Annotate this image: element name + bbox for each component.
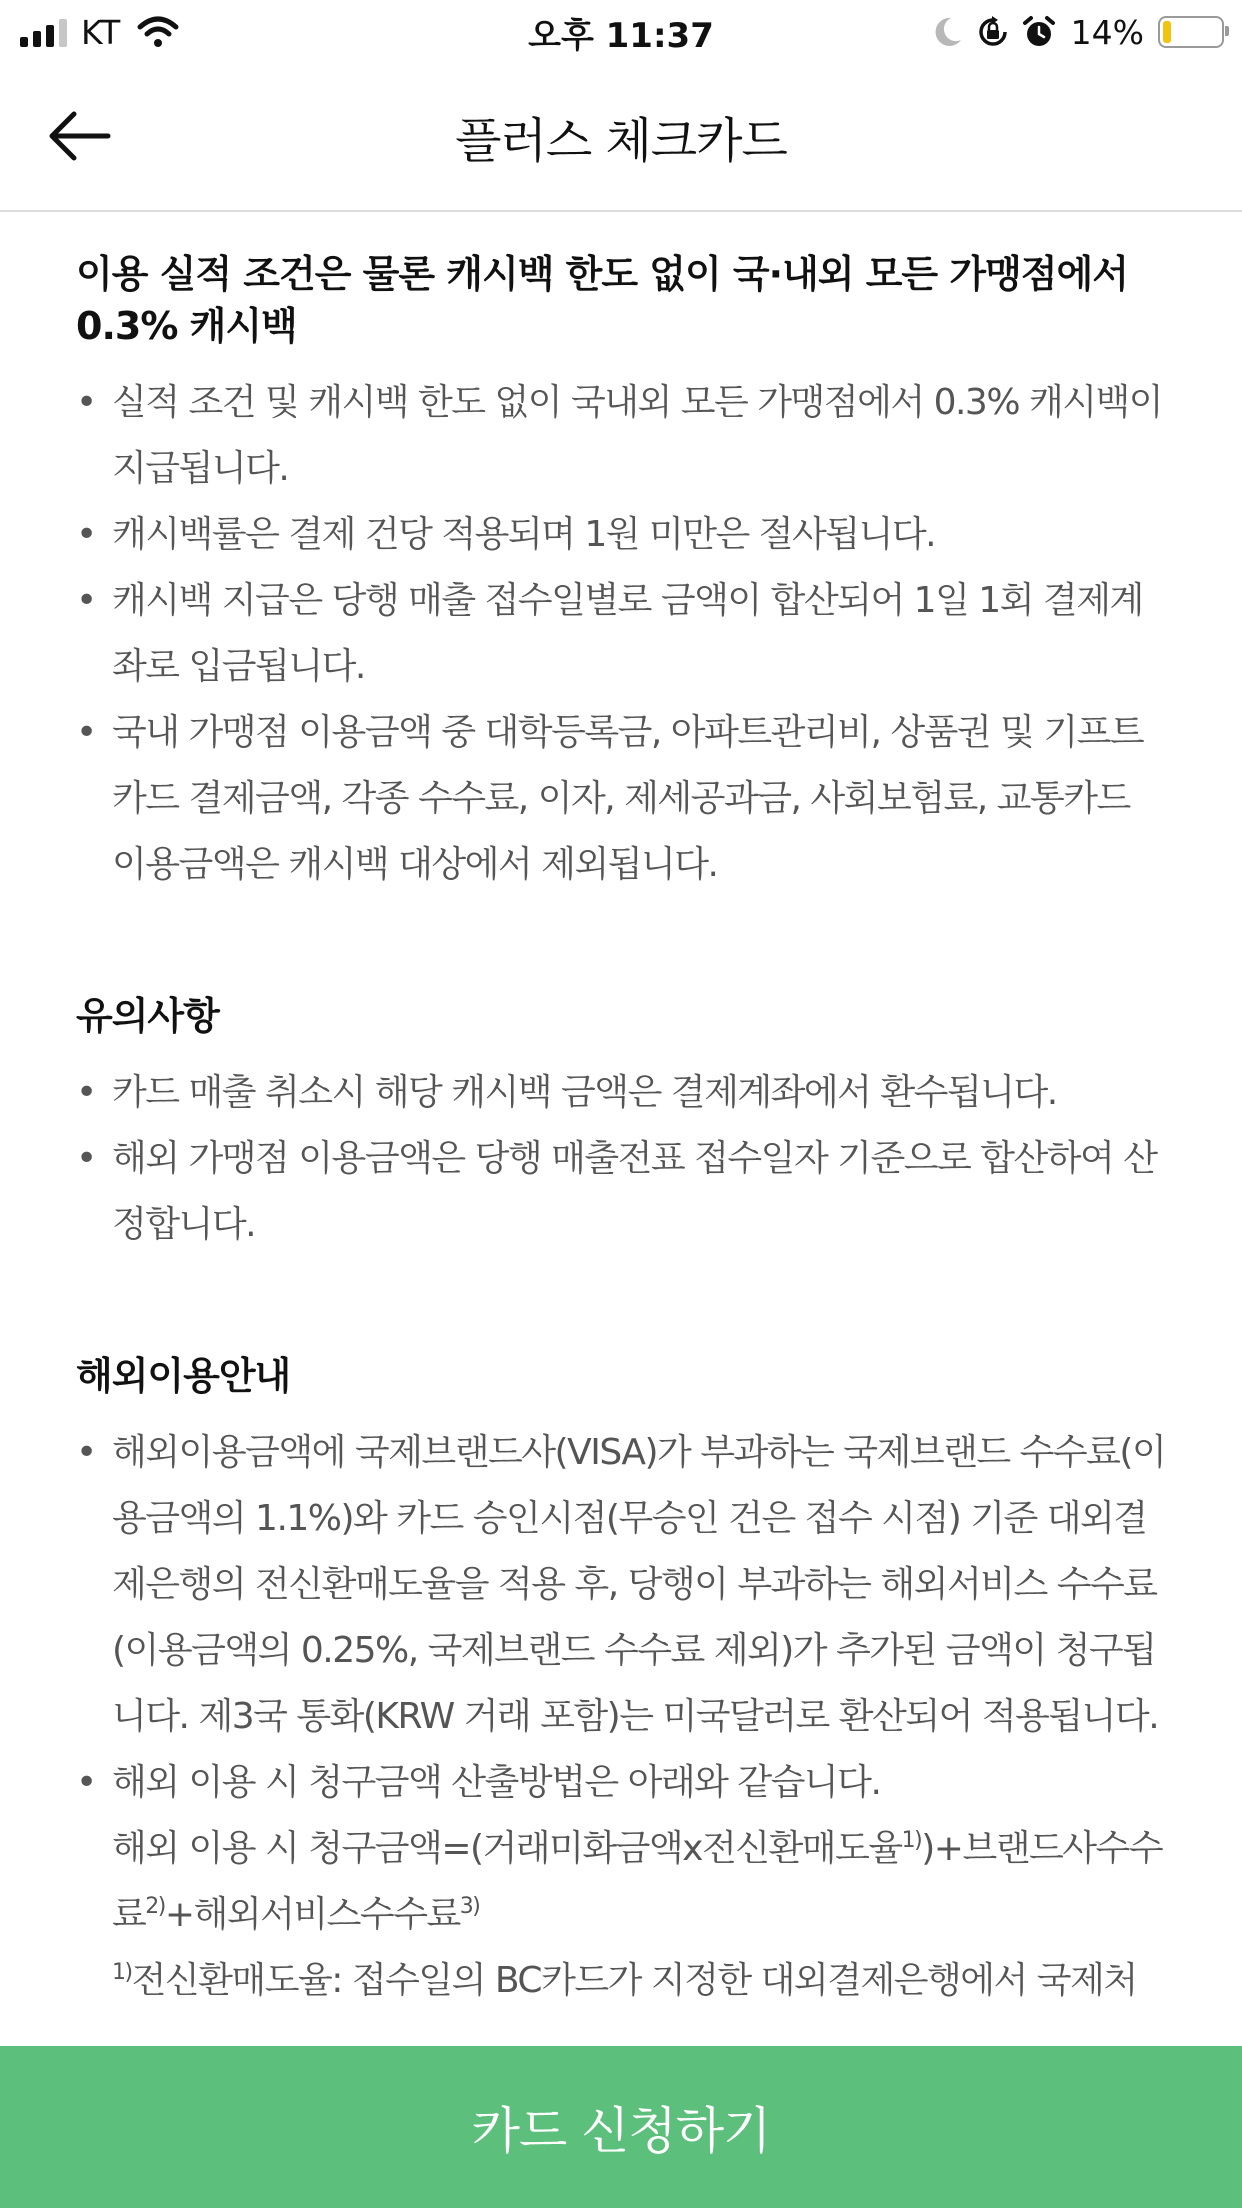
list-item: • 해외 가맹점 이용금액은 당행 매출전표 접수일자 기준으로 합산하여 산정합니다.: [76, 1126, 1170, 1258]
list-item: • 해외이용금액에 국제브랜드사(VISA)가 부과하는 국제브랜드 수수료(이용금액의 1.1%)와 카드 승인시점(무승인 건은 접수 시점) 기준 대외결제은행의 전신환매도율을 적용 후, 당행이 부과하는 해외서비스 수수료(이용금액의 0.25%, 국제브랜드 수수료 제외)가 추가된 금액이 청구됩니다. 제3국 통화(KRW 거래 포함)는 미국달러로 환산되어 적용됩니다.: [76, 1420, 1170, 1750]
list-item: • 캐시백률은 결제 건당 적용되며 1원 미만은 절사됩니다.: [76, 502, 1170, 568]
carrier-label: KT: [81, 12, 121, 52]
footnote-marker: 1): [112, 1960, 132, 1985]
bullet-list: [76, 1420, 1170, 2014]
section-cashback: [0, 248, 1242, 898]
status-bar: [0, 0, 1242, 62]
battery-icon: [1158, 16, 1224, 48]
list-item: • 카드 매출 취소시 해당 캐시백 금액은 결제계좌에서 환수됩니다.: [76, 1060, 1170, 1126]
footnote-marker-2: 2): [145, 1894, 165, 1919]
formula-intro: • 해외 이용 시 청구금액 산출방법은 아래와 같습니다.: [112, 1762, 881, 1803]
formula-part-b: )+브랜드사수수료: [112, 1828, 1163, 1935]
list-item: • 국내 가맹점 이용금액 중 대학등록금, 아파트관리비, 상품권 및 기프트카드 결제금액, 각종 수수료, 이자, 제세공과금, 사회보험료, 교통카드 이용금액은 캐시백 대상에서 제외됩니다.: [76, 700, 1170, 898]
formula-part-c: +해외서비스수수료: [164, 1894, 460, 1935]
bullet-list: [76, 1060, 1170, 1258]
section-overseas: [0, 1350, 1242, 2014]
section-heading: 유의사항: [76, 994, 219, 1038]
bullet-list: [76, 370, 1170, 898]
page-title: 플러스 체크카드: [455, 113, 787, 169]
status-right: [929, 10, 1224, 54]
alarm-icon: [1021, 14, 1057, 50]
list-item-formula: [76, 1750, 1170, 2014]
rotation-lock-icon: [975, 14, 1011, 50]
formula-part-a: 해외 이용 시 청구금액=(거래미화금액x전신환매도율: [112, 1828, 902, 1869]
status-time: 오후 11:37: [528, 16, 714, 56]
moon-icon: [929, 14, 965, 50]
content-area[interactable]: [0, 212, 1242, 2047]
battery-percent: 14%: [1070, 12, 1144, 52]
list-item: • 캐시백 지급은 당행 매출 접수일별로 금액이 합산되어 1일 1회 결제계좌로 입금됩니다.: [76, 568, 1170, 700]
section-heading: 이용 실적 조건은 물론 캐시백 한도 없이 국·내외 모든 가맹점에서 0.3% 캐시백: [76, 252, 1128, 348]
nav-bar: [0, 62, 1242, 212]
section-heading: 해외이용안내: [76, 1354, 291, 1398]
apply-card-button[interactable]: 카드 신청하기: [0, 2046, 1242, 2208]
footnote-marker-3: 3): [459, 1894, 480, 1919]
section-notice: [0, 990, 1242, 1258]
formula-line: [112, 1816, 1170, 1948]
list-item: • 실적 조건 및 캐시백 한도 없이 국내외 모든 가맹점에서 0.3% 캐시백이 지급됩니다.: [76, 370, 1170, 502]
footnote-text: 전신환매도율: 접수일의 BC카드가 지정한 대외결제은행에서 국제처: [131, 1960, 1137, 2001]
footnote-marker-1: 1): [901, 1828, 922, 1853]
footnote-line: [112, 1948, 1170, 2014]
